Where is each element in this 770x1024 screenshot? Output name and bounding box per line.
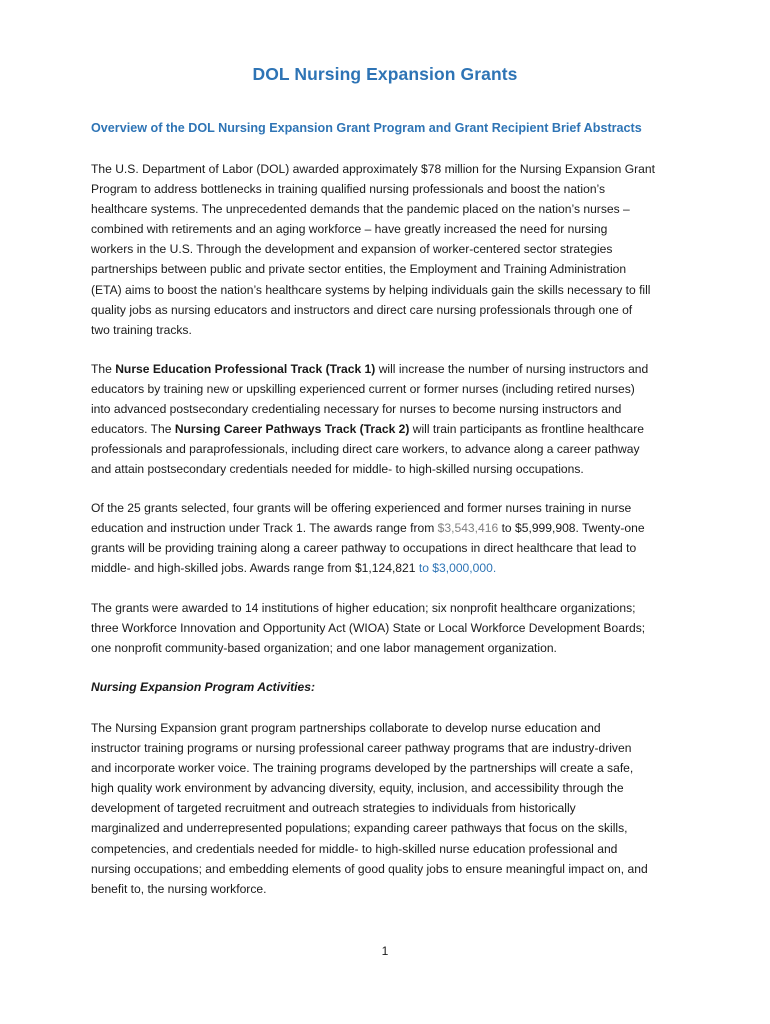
paragraph-activities	[91, 718, 691, 899]
text-line: instructor training programs or nursing professional career pathway programs that are industry-driven	[91, 741, 632, 756]
text-run: will increase the number of nursing instructors and	[375, 362, 649, 376]
text-line: marginalized and underrepresented populations; expanding career pathways that focus on the skills,	[91, 821, 628, 836]
text-run: will train participants as frontline healthcare	[409, 422, 645, 437]
text-line: partnerships between public and private sector entities, the Employment and Training Administration	[91, 262, 627, 277]
paragraph-overview	[91, 159, 691, 340]
text-line: Of the 25 grants selected, four grants will be offering experienced and former nurses training in nurse	[91, 501, 632, 515]
text-line: combined with retirements and an aging workforce – have greatly increased the need for nursing	[91, 222, 608, 237]
text-line: (ETA) aims to boost the nation’s healthcare systems by helping individuals gain the skills necessary to fill	[91, 282, 651, 297]
dollar-sign: $	[437, 521, 445, 536]
text-run: educators. The	[91, 422, 175, 437]
text-line: competencies, and credentials needed for middle- to high-skilled nurse education professional and	[91, 841, 618, 856]
text-line	[91, 518, 691, 538]
text-run: education and instruction under Track 1. The awards range from	[91, 521, 438, 536]
text-line: Program to address bottlenecks in training qualified nursing professionals and boost the nation’s	[91, 182, 606, 197]
track2-name: Nursing Career Pathways Track (Track 2)	[174, 422, 410, 437]
text-line: professionals and paraprofessionals, including direct care workers, to advance along a career pathway	[91, 442, 640, 457]
text-line: and incorporate worker voice. The training programs developed by the partnerships will create a safe,	[91, 761, 634, 776]
text-run: middle- and high-skilled jobs. Awards range from $1,124,821	[91, 561, 419, 576]
text-line: quality jobs as nursing educators and instructors and direct care nursing professionals through one of	[91, 302, 633, 317]
document-title: DOL Nursing Expansion Grants	[252, 64, 518, 84]
award-amount-max-track2: to $3,000,000.	[418, 561, 497, 576]
text-line: nursing occupations; and embedding elements of good quality jobs to ensure meaningful impact on, and	[91, 861, 648, 876]
text-line: grants will be providing training along a career pathway to occupations in direct healthcare that lead to	[91, 541, 637, 556]
paragraph-awards	[91, 498, 691, 578]
text-line	[91, 419, 691, 439]
page-number: 1	[381, 944, 389, 958]
text-line: educators by training new or upskilling experienced current or former nurses (including retired nurses)	[91, 382, 635, 397]
text-line	[91, 359, 691, 379]
text-line: The U.S. Department of Labor (DOL) awarded approximately $78 million for the Nursing Expansion Grant	[91, 162, 655, 176]
text-line: three Workforce Innovation and Opportunity Act (WIOA) State or Local Workforce Development Boards;	[91, 621, 646, 636]
text-line: The grants were awarded to 14 institutions of higher education; six nonprofit healthcare organizations;	[91, 601, 636, 615]
activities-heading: Nursing Expansion Program Activities:	[91, 680, 316, 694]
track1-name: Nurse Education Professional Track (Track 1)	[115, 362, 376, 376]
text-line: healthcare systems. The unprecedented demands that the pandemic placed on the nation’s nurses –	[91, 202, 630, 217]
text-line: workers in the U.S. Through the development and expansion of worker-centered sector strategies	[91, 242, 613, 257]
document-subtitle: Overview of the DOL Nursing Expansion Grant Program and Grant Recipient Brief Abstracts	[91, 121, 642, 135]
text-run: to $5,999,908. Twenty-one	[498, 521, 645, 536]
text-line: and attain postsecondary credentials needed for middle- to high-skilled nursing occupations.	[91, 462, 584, 477]
text-line: The Nursing Expansion grant program partnerships collaborate to develop nurse education and	[91, 721, 601, 735]
text-line	[91, 558, 691, 578]
text-run: The	[91, 362, 116, 376]
text-line: into advanced postsecondary credentialing necessary for nurses to become nursing instructors and	[91, 402, 622, 417]
text-line: high quality work environment by advancing diversity, equity, inclusion, and accessibility through the	[91, 781, 624, 796]
text-line: benefit to, the nursing workforce.	[91, 881, 267, 896]
award-amount-min-track1: 3,543,416	[444, 521, 499, 536]
text-line: two training tracks.	[91, 322, 192, 337]
text-line: development of targeted recruitment and outreach strategies to individuals from historically	[91, 801, 576, 816]
text-line: one nonprofit community-based organization; and one labor management organization.	[91, 641, 557, 656]
paragraph-recipients	[91, 598, 691, 658]
paragraph-tracks	[91, 359, 691, 480]
